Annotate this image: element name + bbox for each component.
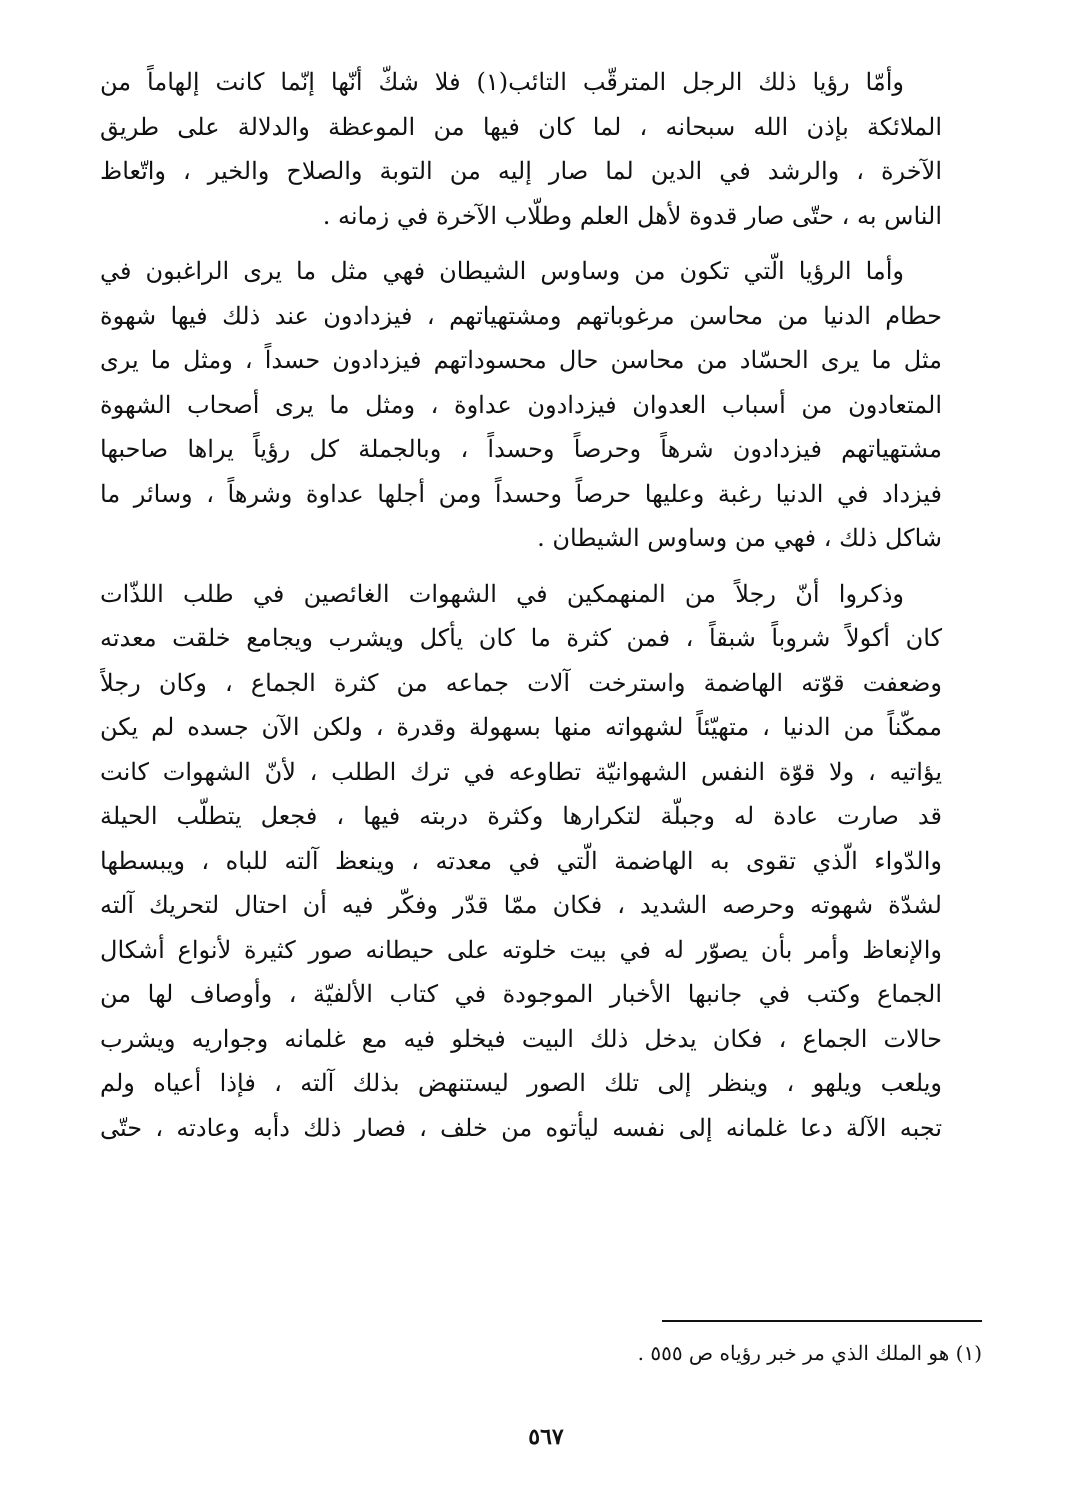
footnote-divider: [662, 1320, 982, 1322]
paragraph-line: والدّواء الّذي تقوى به الهاضمة الّتي في معدته ، وينعظ آلته للباه ، ويبسطها: [100, 846, 942, 875]
paragraph-3: [100, 572, 980, 1151]
paragraph-line: الآخرة ، والرشد في الدين لما صار إليه من التوبة والصلاح والخير ، واتّعاظ: [100, 157, 942, 185]
paragraph-line: حالات الجماع ، فكان يدخل ذلك البيت فيخلو فيه مع غلمانه وجواريه ويشرب: [100, 1024, 942, 1053]
paragraph-line: وضعفت قوّته الهاضمة واسترخت آلات جماعه من كثرة الجماع ، وكان رجلاً: [100, 668, 942, 697]
paragraph-line: لشدّة شهوته وحرصه الشديد ، فكان ممّا قدّر وفكّر فيه أن احتال لتحريك آلته: [100, 891, 942, 919]
paragraph-line: شاكل ذلك ، فهي من وساوس الشيطان .: [537, 524, 942, 552]
paragraph-line: حطام الدنيا من محاسن مرغوباتهم ومشتهياتهم ، فيزدادون عند ذلك فيها شهوة: [100, 301, 942, 330]
paragraph-line: ويلعب ويلهو ، وينظر إلى تلك الصور ليستنهض بذلك آلته ، فإذا أعياه ولم: [100, 1069, 942, 1097]
paragraph-line: ممكّناً من الدنيا ، متهيّئاً لشهواته منها بسهولة وقدرة ، ولكن الآن جسده لم يكن: [100, 713, 942, 741]
paragraph-line: تجبه الآلة دعا غلمانه إلى نفسه ليأتوه من خلف ، فصار ذلك دأبه وعادته ، حتّى: [100, 1113, 942, 1142]
page-body: [100, 60, 980, 1161]
paragraph-line: الجماع وكتب في جانبها الأخبار الموجودة في كتاب الألفيّة ، وأوصاف لها من: [100, 980, 942, 1008]
paragraph-line: مثل ما يرى الحسّاد من محاسن حال محسوداتهم فيزدادون حسداً ، ومثل ما يرى: [100, 346, 942, 374]
paragraph-line: فيزداد في الدنيا رغبة وعليها حرصاً وحسداً ومن أجلها عداوة وشرهاً ، وسائر ما: [100, 479, 942, 508]
paragraph-line: كان أكولاً شروباً شبقاً ، فمن كثرة ما كان يأكل ويشرب ويجامع خلقت معدته: [100, 624, 942, 652]
paragraph-1: [100, 60, 980, 238]
paragraph-line: والإنعاظ وأمر بأن يصوّر له في بيت خلوته على حيطانه صور كثيرة لأنواع أشكال: [100, 935, 942, 964]
footnote: (١) هو الملك الذي مر خبر رؤياه ص ٥٥٥ .: [637, 1341, 982, 1365]
paragraph-line: قد صارت عادة له وجبلّة لتكرارها وكثرة دربته فيها ، فجعل يتطلّب الحيلة: [100, 802, 942, 830]
paragraph-line: الملائكة بإذن الله سبحانه ، لما كان فيها من الموعظة والدلالة على طريق: [100, 112, 942, 141]
paragraph-line: مشتهياتهم فيزدادون شرهاً وحرصاً وحسداً ، وبالجملة كل رؤياً يراها صاحبها: [100, 435, 942, 463]
paragraph-line: وأمّا رؤيا ذلك الرجل المترقّب التائب(١) فلا شكّ أنّها إنّما كانت إلهاماً من: [100, 68, 904, 96]
paragraph-line: يؤاتيه ، ولا قوّة النفس الشهوانيّة تطاوعه في ترك الطلب ، لأنّ الشهوات كانت: [100, 757, 943, 786]
paragraph-line: الناس به ، حتّى صار قدوة لأهل العلم وطلّاب الآخرة في زمانه .: [322, 201, 942, 230]
page-number: ٥٦٧: [528, 1424, 564, 1450]
paragraph-line: وذكروا أنّ رجلاً من المنهمكين في الشهوات الغائصين في طلب اللذّات: [100, 579, 904, 608]
paragraph-line: وأما الرؤيا الّتي تكون من وساوس الشيطان فهي مثل ما يرى الراغبون في: [100, 257, 904, 285]
paragraph-line: المتعادون من أسباب العدوان فيزدادون عداوة ، ومثل ما يرى أصحاب الشهوة: [100, 390, 942, 419]
paragraph-2: [100, 249, 980, 561]
